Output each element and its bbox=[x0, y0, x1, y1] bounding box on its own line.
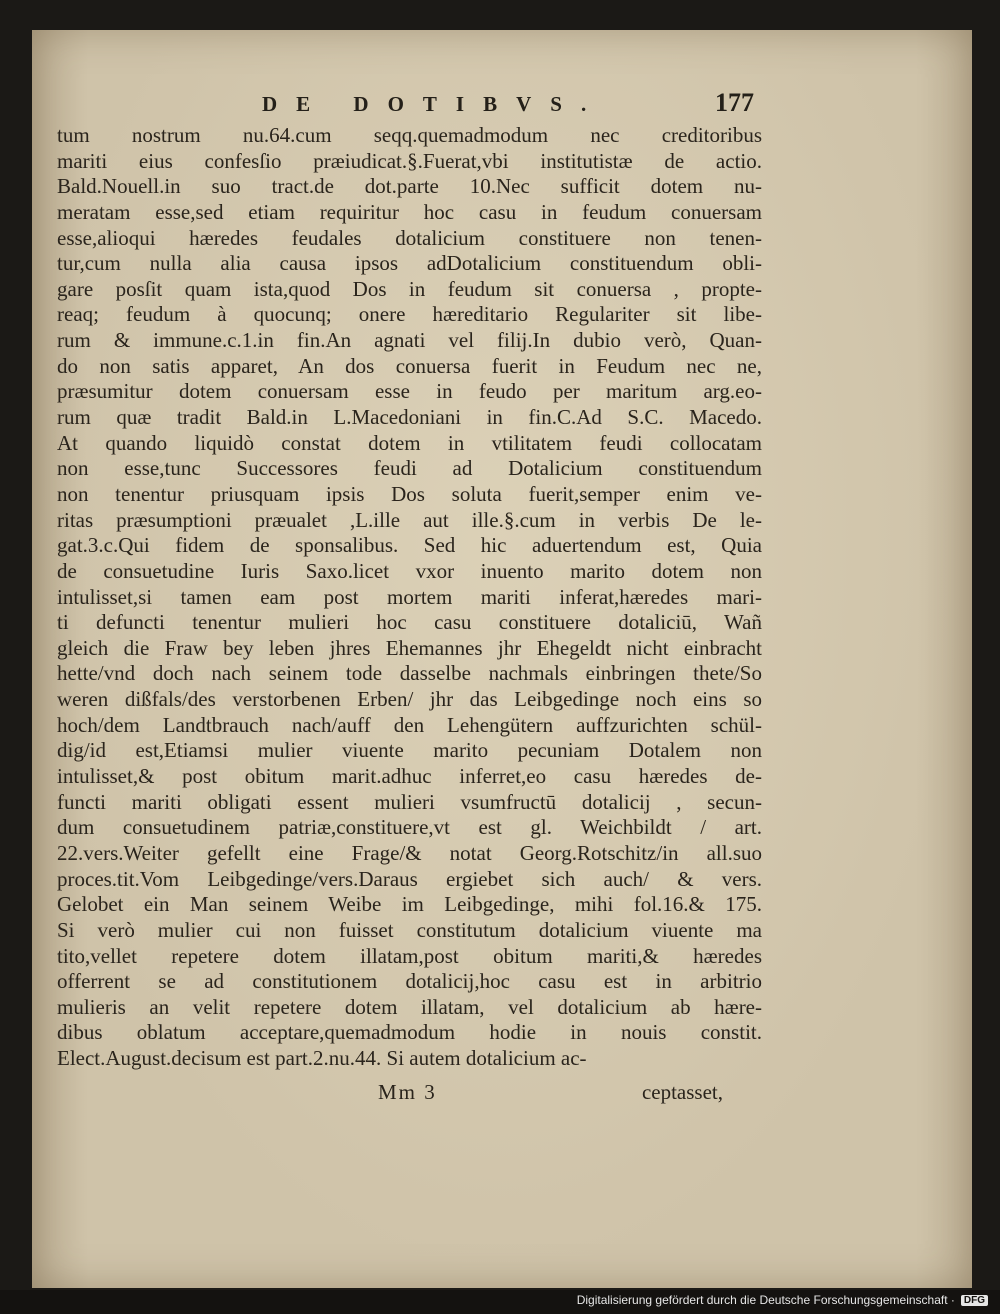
text-line: gat.3.c.Qui fidem de sponsalibus. Sed hic aduertendum est, Quia bbox=[57, 533, 762, 558]
text-line: mulieris an velit repetere dotem illatam, vel dotalicium ab hære- bbox=[57, 994, 762, 1019]
funding-credit-text: Digitalisierung gefördert durch die Deutsche Forschungsgemeinschaft · bbox=[576, 1293, 955, 1307]
text-line: non esse,tunc Successores feudi ad Dotalicium constituendum bbox=[57, 456, 762, 481]
text-line: Si verò mulier cui non fuisset constitutum dotalicium viuente ma bbox=[57, 917, 762, 942]
text-line: hette/vnd doch nach seinem tode dasselbe nachmals einbringen thete/So bbox=[57, 661, 762, 686]
text-line: tito,vellet repetere dotem illatam,post obitum mariti,& hæredes bbox=[57, 943, 762, 968]
text-line: intulisset,si tamen eam post mortem mariti inferat,hæredes mari- bbox=[57, 584, 762, 609]
text-line: functi mariti obligati essent mulieri vsumfructū dotalicij , secun- bbox=[57, 789, 762, 814]
page-header bbox=[262, 88, 754, 122]
text-line: mariti eius confesſio præiudicat.§.Fuerat,vbi institutistæ de actio. bbox=[57, 148, 762, 173]
text-line: At quando liquidò constat dotem in vtilitatem feudi collocatam bbox=[57, 430, 762, 455]
text-line: intulisset,& post obitum marit.adhuc inferret,eo casu hæredes de- bbox=[57, 764, 762, 789]
footer-bar bbox=[0, 1290, 1000, 1314]
text-line: præsumitur dotem conuersam esse in feudo per maritum arg.eo- bbox=[57, 379, 762, 404]
text-line: Gelobet ein Man seinem Weibe im Leibgedinge, mihi fol.16.& 175. bbox=[57, 892, 762, 917]
signature-row bbox=[378, 1080, 723, 1108]
text-line: ti defuncti tenentur mulieri hoc casu constituere dotaliciū, Wañ bbox=[57, 610, 762, 635]
text-line: dibus oblatum acceptare,quemadmodum hodie in nouis constit. bbox=[57, 1020, 762, 1045]
funding-credit bbox=[577, 1293, 988, 1307]
text-line: Bald.Nouell.in suo tract.de dot.parte 10.Nec sufficit dotem nu- bbox=[57, 174, 762, 199]
text-line: gare posſit quam ista,quod Dos in feudum sit conuersa , propte- bbox=[57, 276, 762, 301]
running-head: DE DOTIBVS. bbox=[262, 92, 606, 116]
text-line: tum nostrum nu.64.cum seqq.quemadmodum nec creditoribus bbox=[57, 123, 762, 147]
text-line: esse,alioqui hæredes feudales dotalicium constituere non tenen- bbox=[57, 225, 762, 250]
text-line: tur,cum nulla alia causa ipsos adDotalicium constituendum obli- bbox=[57, 251, 762, 276]
text-line: 22.vers.Weiter gefellt eine Frage/& notat Georg.Rotschitz/in all.suo bbox=[57, 840, 762, 865]
text-line: non tenentur priusquam ipsis Dos soluta fuerit,semper enim ve- bbox=[57, 481, 762, 506]
text-line: proces.tit.Vom Leibgedinge/vers.Daraus ergiebet sich auch/ & vers. bbox=[57, 866, 762, 891]
text-line: offerrent se ad constitutionem dotalicij,hoc casu est in arbitrio bbox=[57, 969, 762, 994]
signature-mark: Mm 3 bbox=[378, 1080, 437, 1104]
dfg-logo-icon: DFG bbox=[961, 1295, 988, 1306]
text-line: rum & immune.c.1.in fin.An agnati vel filij.In dubio verò, Quan- bbox=[57, 328, 762, 353]
text-line: dig/id est,Etiamsi mulier viuente marito pecuniam Dotalem non bbox=[57, 738, 762, 763]
text-line: hoch/dem Landtbrauch nach/auff den Lehengütern auffzurichten schül- bbox=[57, 712, 762, 737]
text-line: ritas præsumptioni præualet ,L.ille aut ille.§.cum in verbis De le- bbox=[57, 507, 762, 532]
text-line: rum quæ tradit Bald.in L.Macedoniani in fin.C.Ad S.C. Macedo. bbox=[57, 405, 762, 430]
text-line: reaq; feudum à quocunq; onere hæreditario Regulariter sit libe- bbox=[57, 302, 762, 327]
text-line: meratam esse,sed etiam requiritur hoc casu in feudum conuersam bbox=[57, 199, 762, 224]
text-line: dum consuetudinem patriæ,constituere,vt est gl. Weichbildt / art. bbox=[57, 815, 762, 840]
text-line: do non satis apparet, An dos conuersa fuerit in Feudum nec ne, bbox=[57, 353, 762, 378]
text-line: weren dißfals/des verstorbenen Erben/ jhr das Leibgedinge noch eins so bbox=[57, 687, 762, 712]
catchword: ceptasset, bbox=[641, 1080, 723, 1104]
text-line: Elect.August.decisum est part.2.nu.44. Si autem dotalicium ac- bbox=[57, 1046, 587, 1071]
page-number: 177 bbox=[715, 88, 754, 117]
text-line: de consuetudine Iuris Saxo.licet vxor inuento marito dotem non bbox=[57, 558, 762, 583]
text-line: gleich die Fraw bey leben jhres Ehemannes jhr Ehegeldt nicht einbracht bbox=[57, 635, 762, 660]
body-text bbox=[57, 123, 762, 1072]
